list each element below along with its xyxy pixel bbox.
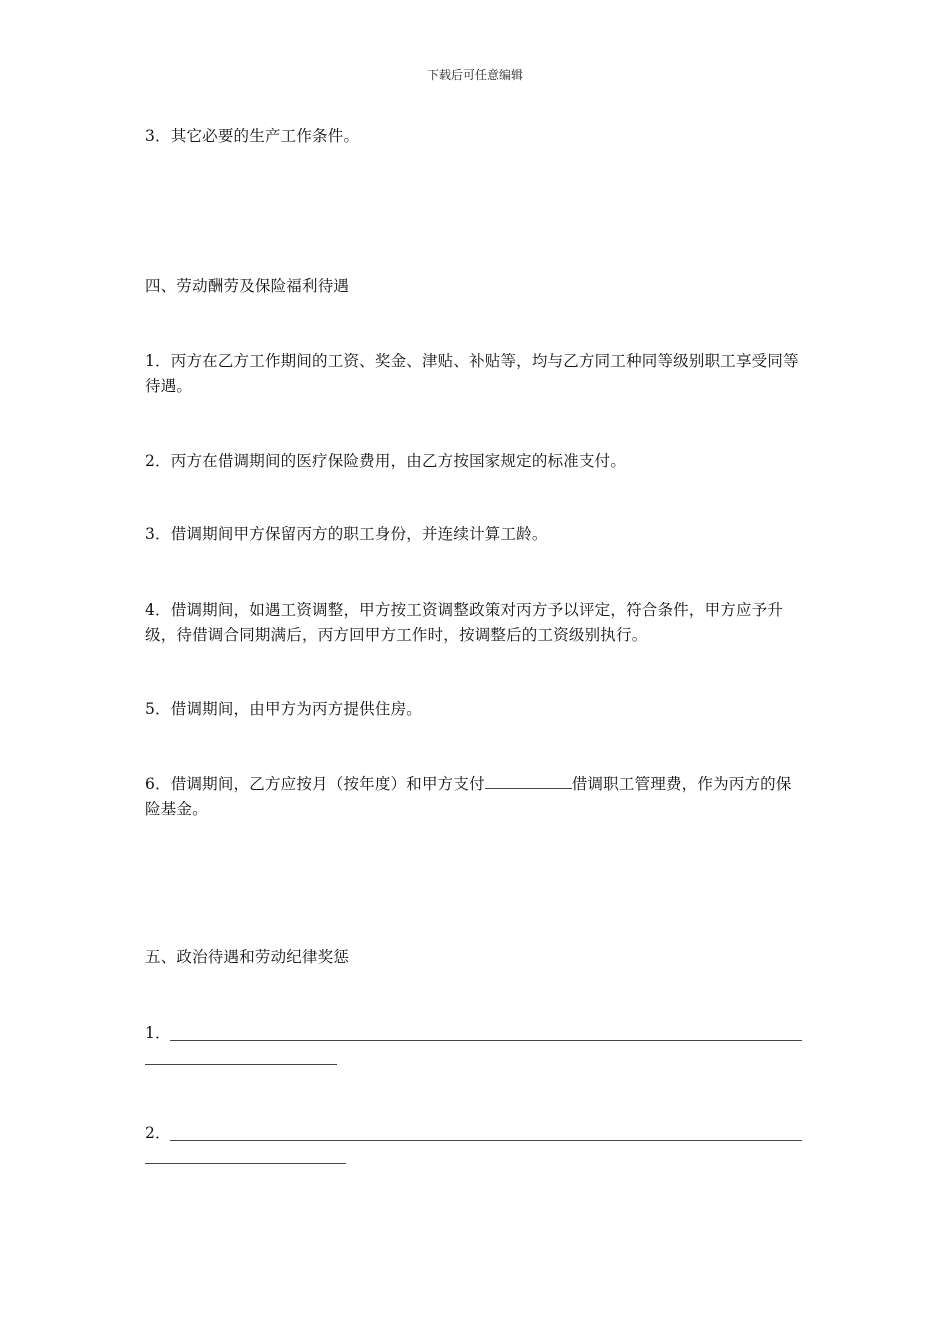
section-4-item-6-start: 6．借调期间，乙方应按月（按年度）和甲方支付: [145, 775, 485, 793]
section-5-item-2-blank-line-1[interactable]: [170, 1140, 802, 1141]
section-5-item-2-blank-line-2[interactable]: [145, 1163, 346, 1164]
page-header: 下载后可任意编辑: [426, 68, 523, 82]
section-4-item-3: 3．借调期间甲方保留丙方的职工身份，并连续计算工龄。: [145, 525, 548, 543]
section-4-item-6-end: 借调职工管理费，作为丙方的保险基金。: [145, 775, 792, 818]
section-4-title: 四、劳动酬劳及保险福利待遇: [145, 277, 350, 295]
section-5-item-1-blank-line-1[interactable]: [170, 1040, 802, 1041]
section-5-item-2-label: 2．: [145, 1124, 171, 1142]
section-4-item-6: [145, 772, 805, 822]
section-4-item-5: 5．借调期间，由甲方为丙方提供住房。: [145, 700, 422, 718]
section-4-item-2: 2．丙方在借调期间的医疗保险费用，由乙方按国家规定的标准支付。: [145, 452, 627, 470]
fee-blank-field[interactable]: [485, 774, 572, 789]
section-5-item-1-label: 1．: [145, 1024, 171, 1042]
section-4-item-4: 4．借调期间，如遇工资调整，甲方按工资调整政策对丙方予以评定，符合条件，甲方应予升级，待借调合同期满后，丙方回甲方工作时，按调整后的工资级别执行。: [145, 601, 784, 644]
paragraph-other-conditions: 3．其它必要的生产工作条件。: [145, 127, 360, 145]
section-5-title: 五、政治待遇和劳动纪律奖惩: [145, 948, 350, 966]
section-5-item-1-blank-line-2[interactable]: [145, 1064, 337, 1065]
section-4-item-1: 1．丙方在乙方工作期间的工资、奖金、津贴、补贴等，均与乙方同工种同等级别职工享受同等待遇。: [145, 352, 799, 395]
